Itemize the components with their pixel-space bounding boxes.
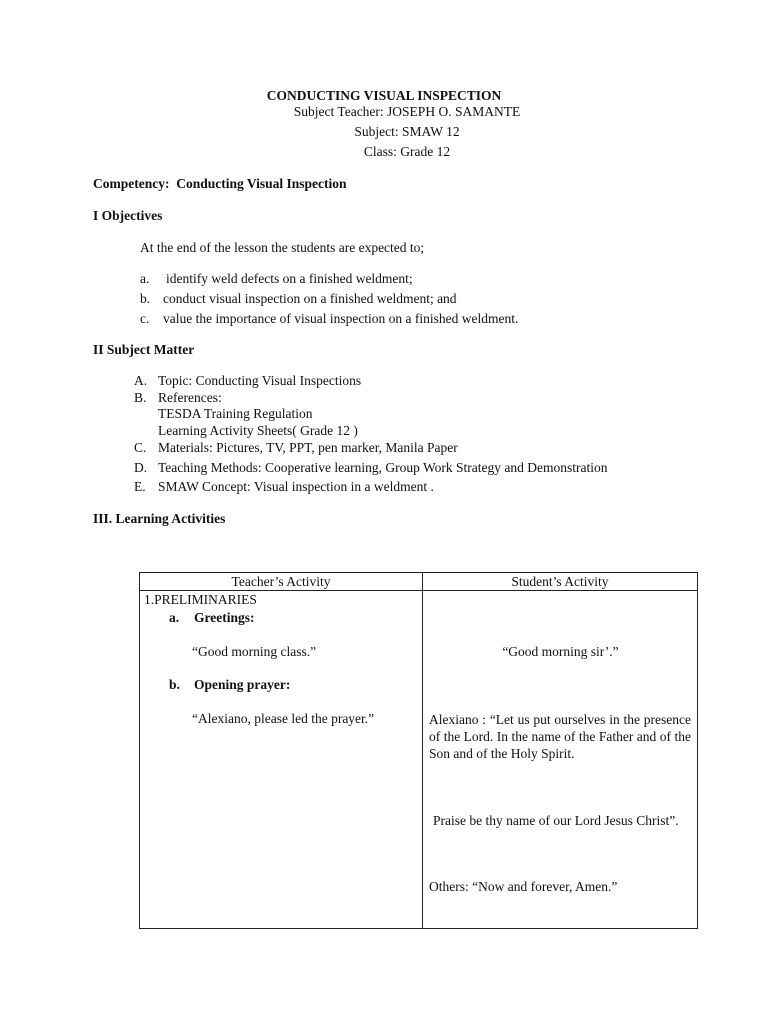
subject-item-b-ref-1 xyxy=(134,406,313,422)
objectives-heading: I Objectives xyxy=(93,208,163,223)
table-row xyxy=(140,591,698,929)
list-marker: E. xyxy=(134,479,146,494)
list-marker: C. xyxy=(134,440,147,455)
subject-matter-heading: II Subject Matter xyxy=(93,342,195,357)
opening-prayer-label: Opening prayer: xyxy=(194,677,291,692)
list-marker: D. xyxy=(134,460,148,475)
subject-item-a xyxy=(134,373,361,389)
list-item-text: identify weld defects on a finished weldment; xyxy=(166,271,413,286)
competency-value: Conducting Visual Inspection xyxy=(176,176,347,191)
objective-item-a xyxy=(140,271,413,287)
subject-item-d xyxy=(134,460,608,476)
student-greeting: “Good morning sir’.” xyxy=(502,644,619,659)
list-marker: A. xyxy=(134,373,148,388)
list-marker: a. xyxy=(169,610,180,625)
list-marker: B. xyxy=(134,390,147,405)
objective-item-b xyxy=(140,291,457,307)
competency-label: Competency: xyxy=(93,176,170,191)
objective-item-c xyxy=(140,311,518,327)
student-prayer-1: Alexiano : “Let us put ourselves in the presence of the Lord. In the name of the Father and of the Son and of the Holy Spirit. xyxy=(429,712,691,761)
list-item-text: Topic: Conducting Visual Inspections xyxy=(158,373,362,388)
list-item-text: Materials: Pictures, TV, PPT, pen marker, Manila Paper xyxy=(158,440,458,455)
student-prayer-3: Others: “Now and forever, Amen.” xyxy=(429,879,618,894)
student-activity-cell xyxy=(423,591,698,929)
opening-prayer-item xyxy=(169,677,290,693)
competency-line xyxy=(93,176,347,192)
objectives-intro: At the end of the lesson the students are expected to; xyxy=(140,240,425,255)
list-marker: a. xyxy=(140,271,150,286)
preliminaries-label: 1.PRELIMINARIES xyxy=(144,592,257,607)
list-marker: b. xyxy=(169,677,180,692)
list-item-text: conduct visual inspection on a finished weldment; and xyxy=(163,291,457,306)
list-item-text: References: xyxy=(158,390,222,405)
list-item-text: SMAW Concept: Visual inspection in a weldment . xyxy=(158,479,434,494)
subject-item-c xyxy=(134,440,458,456)
teacher-prayer: “Alexiano, please led the prayer.” xyxy=(192,711,375,726)
student-activity-header: Student’s Activity xyxy=(423,573,698,591)
student-prayer-2: Praise be thy name of our Lord Jesus Christ”. xyxy=(433,813,679,828)
list-marker: b. xyxy=(140,291,151,306)
list-item-text: TESDA Training Regulation xyxy=(158,406,313,421)
list-item-text: Learning Activity Sheets( Grade 12 ) xyxy=(158,423,358,438)
table-header-row xyxy=(140,573,698,591)
subject-item-b xyxy=(134,390,222,406)
subject-line: Subject: SMAW 12 xyxy=(354,124,460,139)
learning-activities-heading: III. Learning Activities xyxy=(93,511,226,526)
subject-teacher: Subject Teacher: JOSEPH O. SAMANTE xyxy=(293,104,521,119)
class-line: Class: Grade 12 xyxy=(363,144,451,159)
greetings-item xyxy=(169,610,255,626)
teacher-activity-cell xyxy=(140,591,423,929)
document-title: CONDUCTING VISUAL INSPECTION xyxy=(266,88,502,103)
subject-item-b-ref-2 xyxy=(134,423,358,439)
list-marker: c. xyxy=(140,311,150,326)
list-item-text: value the importance of visual inspection on a finished weldment. xyxy=(163,311,519,326)
activities-table xyxy=(139,572,698,929)
greetings-label: Greetings: xyxy=(194,610,255,625)
list-item-text: Teaching Methods: Cooperative learning, Group Work Strategy and Demonstration xyxy=(158,460,608,475)
teacher-greeting: “Good morning class.” xyxy=(192,644,317,659)
subject-item-e xyxy=(134,479,434,495)
teacher-activity-header: Teacher’s Activity xyxy=(140,573,423,591)
